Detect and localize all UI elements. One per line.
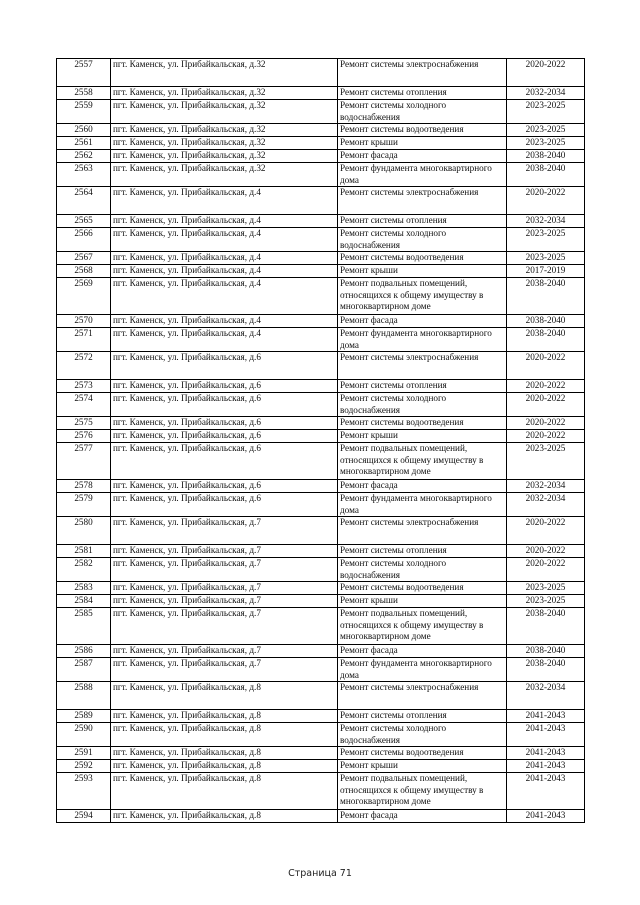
work-type-cell: Ремонт системы водоотведения <box>338 417 507 430</box>
period-cell: 2023-2025 <box>507 137 585 150</box>
period-cell: 2020-2022 <box>507 517 585 545</box>
address-cell: пгт. Каменск, ул. Прибайкальская, д.6 <box>111 380 338 393</box>
address-cell: пгт. Каменск, ул. Прибайкальская, д.6 <box>111 393 338 417</box>
address-cell: пгт. Каменск, ул. Прибайкальская, д.6 <box>111 430 338 443</box>
table-row <box>57 59 585 87</box>
row-number-cell: 2567 <box>57 252 111 265</box>
table-row <box>57 658 585 682</box>
address-cell: пгт. Каменск, ул. Прибайкальская, д.4 <box>111 278 338 315</box>
table-row <box>57 810 585 823</box>
period-cell: 2038-2040 <box>507 658 585 682</box>
work-type-cell: Ремонт системы электроснабжения <box>338 187 507 215</box>
address-cell: пгт. Каменск, ул. Прибайкальская, д.32 <box>111 163 338 187</box>
address-cell: пгт. Каменск, ул. Прибайкальская, д.8 <box>111 723 338 747</box>
table-row <box>57 100 585 124</box>
table-row <box>57 215 585 228</box>
period-cell: 2041-2043 <box>507 710 585 723</box>
table-row <box>57 608 585 645</box>
period-cell: 2023-2025 <box>507 443 585 480</box>
table-row <box>57 582 585 595</box>
period-cell: 2038-2040 <box>507 278 585 315</box>
table-row <box>57 278 585 315</box>
address-cell: пгт. Каменск, ул. Прибайкальская, д.8 <box>111 810 338 823</box>
period-cell: 2038-2040 <box>507 150 585 163</box>
table-row <box>57 682 585 710</box>
work-type-cell: Ремонт фасада <box>338 315 507 328</box>
table-row <box>57 558 585 582</box>
period-cell: 2017-2019 <box>507 265 585 278</box>
work-type-cell: Ремонт системы электроснабжения <box>338 517 507 545</box>
period-cell: 2023-2025 <box>507 582 585 595</box>
table-row <box>57 480 585 493</box>
address-cell: пгт. Каменск, ул. Прибайкальская, д.6 <box>111 443 338 480</box>
row-number-cell: 2589 <box>57 710 111 723</box>
period-cell: 2020-2022 <box>507 59 585 87</box>
work-type-cell: Ремонт подвальных помещений, относящихся к общему имуществу в многоквартирном доме <box>338 443 507 480</box>
period-cell: 2032-2034 <box>507 480 585 493</box>
table-row <box>57 328 585 352</box>
address-cell: пгт. Каменск, ул. Прибайкальская, д.6 <box>111 352 338 380</box>
work-type-cell: Ремонт системы электроснабжения <box>338 352 507 380</box>
address-cell: пгт. Каменск, ул. Прибайкальская, д.4 <box>111 328 338 352</box>
row-number-cell: 2563 <box>57 163 111 187</box>
row-number-cell: 2560 <box>57 124 111 137</box>
address-cell: пгт. Каменск, ул. Прибайкальская, д.6 <box>111 493 338 517</box>
table-row <box>57 493 585 517</box>
row-number-cell: 2594 <box>57 810 111 823</box>
table-row <box>57 773 585 810</box>
row-number-cell: 2583 <box>57 582 111 595</box>
row-number-cell: 2568 <box>57 265 111 278</box>
work-type-cell: Ремонт системы отопления <box>338 545 507 558</box>
row-number-cell: 2579 <box>57 493 111 517</box>
period-cell: 2038-2040 <box>507 608 585 645</box>
row-number-cell: 2557 <box>57 59 111 87</box>
row-number-cell: 2572 <box>57 352 111 380</box>
address-cell: пгт. Каменск, ул. Прибайкальская, д.32 <box>111 100 338 124</box>
row-number-cell: 2593 <box>57 773 111 810</box>
row-number-cell: 2586 <box>57 645 111 658</box>
address-cell: пгт. Каменск, ул. Прибайкальская, д.7 <box>111 582 338 595</box>
row-number-cell: 2575 <box>57 417 111 430</box>
work-type-cell: Ремонт системы отопления <box>338 215 507 228</box>
period-cell: 2020-2022 <box>507 558 585 582</box>
table-row <box>57 645 585 658</box>
row-number-cell: 2562 <box>57 150 111 163</box>
work-type-cell: Ремонт крыши <box>338 760 507 773</box>
address-cell: пгт. Каменск, ул. Прибайкальская, д.7 <box>111 645 338 658</box>
period-cell: 2041-2043 <box>507 810 585 823</box>
work-type-cell: Ремонт системы отопления <box>338 380 507 393</box>
period-cell: 2023-2025 <box>507 228 585 252</box>
row-number-cell: 2592 <box>57 760 111 773</box>
table-row <box>57 723 585 747</box>
row-number-cell: 2566 <box>57 228 111 252</box>
period-cell: 2032-2034 <box>507 682 585 710</box>
work-type-cell: Ремонт фундамента многоквартирного дома <box>338 163 507 187</box>
address-cell: пгт. Каменск, ул. Прибайкальская, д.7 <box>111 595 338 608</box>
row-number-cell: 2588 <box>57 682 111 710</box>
row-number-cell: 2574 <box>57 393 111 417</box>
work-type-cell: Ремонт фундамента многоквартирного дома <box>338 328 507 352</box>
period-cell: 2041-2043 <box>507 773 585 810</box>
work-type-cell: Ремонт подвальных помещений, относящихся к общему имуществу в многоквартирном доме <box>338 608 507 645</box>
address-cell: пгт. Каменск, ул. Прибайкальская, д.8 <box>111 760 338 773</box>
repair-schedule-table <box>56 58 585 823</box>
work-type-cell: Ремонт системы водоотведения <box>338 582 507 595</box>
row-number-cell: 2577 <box>57 443 111 480</box>
work-type-cell: Ремонт системы холодного водоснабжения <box>338 393 507 417</box>
row-number-cell: 2569 <box>57 278 111 315</box>
period-cell: 2020-2022 <box>507 380 585 393</box>
table-row <box>57 87 585 100</box>
row-number-cell: 2587 <box>57 658 111 682</box>
row-number-cell: 2581 <box>57 545 111 558</box>
work-type-cell: Ремонт фундамента многоквартирного дома <box>338 658 507 682</box>
period-cell: 2041-2043 <box>507 723 585 747</box>
work-type-cell: Ремонт фундамента многоквартирного дома <box>338 493 507 517</box>
work-type-cell: Ремонт системы холодного водоснабжения <box>338 558 507 582</box>
period-cell: 2023-2025 <box>507 124 585 137</box>
work-type-cell: Ремонт фасада <box>338 480 507 493</box>
period-cell: 2032-2034 <box>507 215 585 228</box>
address-cell: пгт. Каменск, ул. Прибайкальская, д.4 <box>111 265 338 278</box>
period-cell: 2041-2043 <box>507 747 585 760</box>
table-row <box>57 545 585 558</box>
period-cell: 2020-2022 <box>507 545 585 558</box>
work-type-cell: Ремонт крыши <box>338 430 507 443</box>
table-row <box>57 265 585 278</box>
row-number-cell: 2585 <box>57 608 111 645</box>
work-type-cell: Ремонт системы отопления <box>338 710 507 723</box>
table-row <box>57 443 585 480</box>
work-type-cell: Ремонт подвальных помещений, относящихся к общему имуществу в многоквартирном доме <box>338 278 507 315</box>
period-cell: 2032-2034 <box>507 493 585 517</box>
work-type-cell: Ремонт крыши <box>338 137 507 150</box>
row-number-cell: 2590 <box>57 723 111 747</box>
period-cell: 2038-2040 <box>507 163 585 187</box>
work-type-cell: Ремонт фасада <box>338 645 507 658</box>
row-number-cell: 2580 <box>57 517 111 545</box>
work-type-cell: Ремонт системы водоотведения <box>338 124 507 137</box>
table-row <box>57 417 585 430</box>
page-footer: Страница 71 <box>288 868 352 879</box>
address-cell: пгт. Каменск, ул. Прибайкальская, д.6 <box>111 480 338 493</box>
work-type-cell: Ремонт системы электроснабжения <box>338 682 507 710</box>
work-type-cell: Ремонт системы холодного водоснабжения <box>338 100 507 124</box>
address-cell: пгт. Каменск, ул. Прибайкальская, д.7 <box>111 558 338 582</box>
address-cell: пгт. Каменск, ул. Прибайкальская, д.4 <box>111 252 338 265</box>
work-type-cell: Ремонт системы водоотведения <box>338 252 507 265</box>
row-number-cell: 2570 <box>57 315 111 328</box>
row-number-cell: 2584 <box>57 595 111 608</box>
work-type-cell: Ремонт системы водоотведения <box>338 747 507 760</box>
table-row <box>57 315 585 328</box>
address-cell: пгт. Каменск, ул. Прибайкальская, д.8 <box>111 710 338 723</box>
period-cell: 2038-2040 <box>507 328 585 352</box>
work-type-cell: Ремонт системы электроснабжения <box>338 59 507 87</box>
work-type-cell: Ремонт фасада <box>338 150 507 163</box>
table-row <box>57 124 585 137</box>
address-cell: пгт. Каменск, ул. Прибайкальская, д.32 <box>111 87 338 100</box>
row-number-cell: 2576 <box>57 430 111 443</box>
work-type-cell: Ремонт системы холодного водоснабжения <box>338 228 507 252</box>
period-cell: 2020-2022 <box>507 417 585 430</box>
row-number-cell: 2564 <box>57 187 111 215</box>
table-row <box>57 747 585 760</box>
period-cell: 2020-2022 <box>507 187 585 215</box>
address-cell: пгт. Каменск, ул. Прибайкальская, д.32 <box>111 137 338 150</box>
table-row <box>57 595 585 608</box>
table-row <box>57 393 585 417</box>
address-cell: пгт. Каменск, ул. Прибайкальская, д.4 <box>111 228 338 252</box>
address-cell: пгт. Каменск, ул. Прибайкальская, д.7 <box>111 608 338 645</box>
row-number-cell: 2591 <box>57 747 111 760</box>
period-cell: 2032-2034 <box>507 87 585 100</box>
table-row <box>57 710 585 723</box>
row-number-cell: 2571 <box>57 328 111 352</box>
table-row <box>57 163 585 187</box>
period-cell: 2023-2025 <box>507 252 585 265</box>
address-cell: пгт. Каменск, ул. Прибайкальская, д.4 <box>111 315 338 328</box>
period-cell: 2038-2040 <box>507 645 585 658</box>
work-type-cell: Ремонт крыши <box>338 265 507 278</box>
period-cell: 2023-2025 <box>507 595 585 608</box>
work-type-cell: Ремонт подвальных помещений, относящихся к общему имуществу в многоквартирном доме <box>338 773 507 810</box>
address-cell: пгт. Каменск, ул. Прибайкальская, д.32 <box>111 124 338 137</box>
address-cell: пгт. Каменск, ул. Прибайкальская, д.6 <box>111 417 338 430</box>
table-row <box>57 430 585 443</box>
table-row <box>57 228 585 252</box>
period-cell: 2023-2025 <box>507 100 585 124</box>
work-type-cell: Ремонт системы холодного водоснабжения <box>338 723 507 747</box>
table-row <box>57 150 585 163</box>
period-cell: 2038-2040 <box>507 315 585 328</box>
row-number-cell: 2559 <box>57 100 111 124</box>
address-cell: пгт. Каменск, ул. Прибайкальская, д.4 <box>111 187 338 215</box>
address-cell: пгт. Каменск, ул. Прибайкальская, д.7 <box>111 517 338 545</box>
address-cell: пгт. Каменск, ул. Прибайкальская, д.32 <box>111 59 338 87</box>
table-row <box>57 252 585 265</box>
table-body <box>57 59 585 823</box>
work-type-cell: Ремонт крыши <box>338 595 507 608</box>
work-type-cell: Ремонт системы отопления <box>338 87 507 100</box>
address-cell: пгт. Каменск, ул. Прибайкальская, д.8 <box>111 682 338 710</box>
address-cell: пгт. Каменск, ул. Прибайкальская, д.4 <box>111 215 338 228</box>
row-number-cell: 2578 <box>57 480 111 493</box>
row-number-cell: 2558 <box>57 87 111 100</box>
period-cell: 2041-2043 <box>507 760 585 773</box>
table-row <box>57 352 585 380</box>
row-number-cell: 2573 <box>57 380 111 393</box>
address-cell: пгт. Каменск, ул. Прибайкальская, д.7 <box>111 658 338 682</box>
work-type-cell: Ремонт фасада <box>338 810 507 823</box>
table-row <box>57 760 585 773</box>
address-cell: пгт. Каменск, ул. Прибайкальская, д.8 <box>111 773 338 810</box>
period-cell: 2020-2022 <box>507 393 585 417</box>
table-row <box>57 187 585 215</box>
table-row <box>57 137 585 150</box>
period-cell: 2020-2022 <box>507 430 585 443</box>
row-number-cell: 2565 <box>57 215 111 228</box>
address-cell: пгт. Каменск, ул. Прибайкальская, д.7 <box>111 545 338 558</box>
row-number-cell: 2561 <box>57 137 111 150</box>
table-row <box>57 517 585 545</box>
row-number-cell: 2582 <box>57 558 111 582</box>
table-row <box>57 380 585 393</box>
address-cell: пгт. Каменск, ул. Прибайкальская, д.32 <box>111 150 338 163</box>
address-cell: пгт. Каменск, ул. Прибайкальская, д.8 <box>111 747 338 760</box>
period-cell: 2020-2022 <box>507 352 585 380</box>
